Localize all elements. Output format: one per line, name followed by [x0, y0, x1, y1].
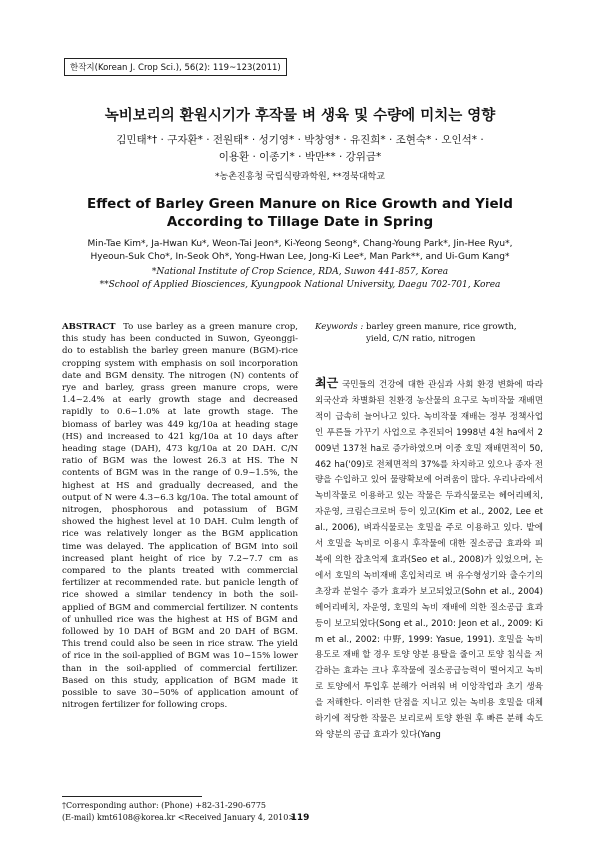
- keywords: [315, 321, 543, 345]
- footnote-rule: [62, 796, 202, 797]
- korean-title: 녹비보리의 환원시기가 후작물 벼 생육 및 수량에 미치는 영향: [104, 108, 496, 124]
- affiliation-2: **School of Applied Biosciences, Kyungpook National University, Daegu 702-701, Korea: [99, 280, 501, 290]
- page-number: 119: [290, 813, 310, 823]
- english-title-line-1: Effect of Barley Green Manure on Rice Growth and Yield: [87, 196, 513, 212]
- english-authors-line-1: Min-Tae Kim*, Ja-Hwan Ku*, Weon-Tai Jeon*, Ki-Yeong Seong*, Chang-Young Park*, Jin-Hee Ryu*,: [87, 239, 513, 249]
- english-affiliations: [40, 266, 560, 292]
- english-authors: [40, 238, 560, 264]
- korean-authors-line-1: 김민태*† · 구자환* · 전원태* · 성기영* · 박창영* · 유진희* · 조현숙* · 오인석* ·: [116, 134, 484, 146]
- keywords-text: barley green manure, rice growth, yield, C/N ratio, nitrogen: [366, 322, 517, 345]
- intro-text: 국민들의 건강에 대한 관심과 사회 환경 변화에 따라 외국산과 차별화된 친환경 농산물의 요구로 녹비작물 재배면적이 급속히 늘어나고 있다. 녹비작물 재배는 정부 정책사업인 푸른들 가꾸기 사업으로 추진되어 1998년 4천 ha에서 2009년 137천 ha로 증가하였으며 이중 호밀 재배면적이 50,462 ha('09)로 전체면적의 37%를 차지하고 있으나 종자 전량을 수입하고 있어 물량확보에 어려움이 많다. 우리나라에서 녹비작물로 이용하고 있는 작물은 두과식물로는 헤어리베치, 자운영, 크림슨크로버 등이 있고(Kim et al., 2002, Lee et al., 2006), 벼과식물로는 호밀을 주로 이용하고 있다. 밭에서 호밀을 녹비로 이용시 후작물에 대한 질소공급 효과와 피복에 의한 잡초억제 효과(Seo et al., 2008)가 있었으며, 논에서 호밀의 녹비재배 혼입처리로 벼 유수형성기와 출수기의 초장과 분얼수 증가 효과가 보고되었고(Sohn et al., 2004) 헤어리베치, 자운영, 호밀의 녹비 재배에 의한 질소공급 효과 등이 보고되었다(Song et al., 2010: Jeon et al., 2009: Kim et al., 2002: 中野, 1999: Yasue, 1991). 호밀을 녹비 용도로 재배 할 경우 토양 양분 용탈을 줄이고 토양 침식을 저감하는 효과는 크나 후작물에 질소공급능력이 떨어지고 녹비로 토양에서 투입후 분해가 어려워 벼 이앙작업과 초기 생육을 저해한다. 이러한 단점을 지니고 있는 녹비용 호밀을 대체하기에 적당한 작물은 보리로써 토양 환원 후 빠른 분해 속도와 양분의 공급 효과가 있다(Yang: [315, 380, 543, 740]
- korean-authors-line-2: 이용환 · 이종기* · 박만** · 강위금*: [218, 151, 382, 163]
- english-title: [0, 195, 600, 231]
- journal-header: 한작지(Korean J. Crop Sci.), 56(2): 119~123(2011): [64, 58, 287, 76]
- english-title-line-2: According to Tillage Date in Spring: [166, 214, 434, 230]
- intro-dropcap: 최근: [315, 376, 339, 390]
- abstract-label: ABSTRACT: [62, 322, 116, 332]
- footnote-corresponding: †Corresponding author: (Phone) +82-31-290-6775: [62, 801, 267, 810]
- footnote-email: (E-mail) kmt6108@korea.kr <Received January 4, 2010>: [62, 812, 296, 822]
- keywords-label: Keywords :: [315, 322, 364, 332]
- introduction: [315, 376, 543, 744]
- korean-affiliation: *농촌진흥청 국립식량과학원, **경북대학교: [215, 172, 385, 182]
- korean-authors: [60, 132, 540, 166]
- affiliation-1: *National Institute of Crop Science, RDA, Suwon 441-857, Korea: [151, 267, 449, 277]
- abstract: [62, 321, 298, 712]
- abstract-text: To use barley as a green manure crop, this study has been conducted in Suwon, Gyeonggi-do to establish the barley green manure (BGM)-rice cropping system with emphasis on soil incorporation date and BGM density. The nitrogen (N) contents of rye and barley, grass green manure crops, were 1.4~2.4% at early growth stage and decreased rapidly to 0.6~1.0% at late growth stage. The biomass of barley was 449 kg/10a at heading stage (HS) and increased to 421 kg/10a at 10 days after heading stage (DAH), 473 kg/10a at 20 DAH. C/N ratio of BGM was the lowest 26.3 at HS. The N contents of BGM was in the range of 0.9~1.5%, the highest at HS and gradually decreased, and the output of N were 4.3~6.3 kg/10a. The total amount of nitrogen, phosphorous and potassium of BGM showed the highest level at 10 DAH. Culm length of rice was relatively longer as the BGM application time was delayed. The application of BGM into soil increased plant height of rice by 7.2~7.7 cm as compared to the plants treated with commercial fertilizer at recommended rate. but panicle length of rice showed a similar tendency in both the soil-applied of BGM and commercial fertilizer. N contents of unhulled rice was the highest at HS of BGM and followed by 10 DAH of BGM and 20 DAH of BGM. This trend could also be seen in rice straw. The yield of rice in the soil-applied of BGM was 10~15% lower than in the soil-applied of commercial fertilizer. Based on this study, application of BGM made it possible to save 30~50% of application amount of nitrogen fertilizer for following crops.: [62, 322, 298, 711]
- english-authors-line-2: Hyeoun-Suk Cho*, In-Seok Oh*, Yong-Hwan Lee, Jong-Ki Lee*, Man Park**, and Ui-Gum Kang*: [90, 252, 510, 262]
